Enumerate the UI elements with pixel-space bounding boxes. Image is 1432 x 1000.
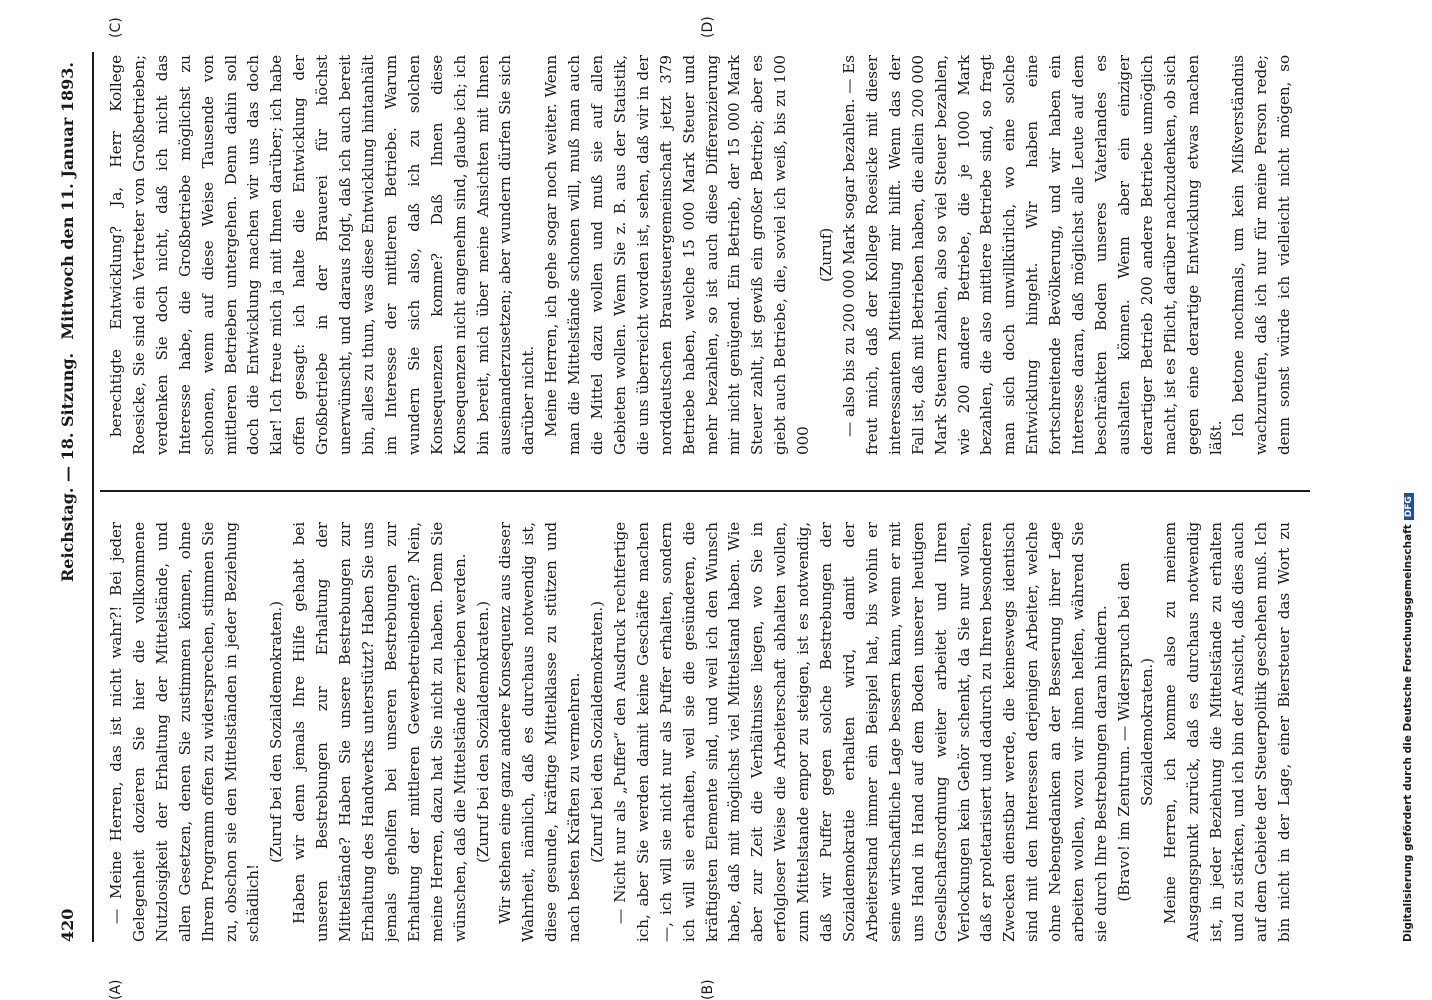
margin-marker-a: (A): [108, 979, 124, 1000]
paragraph: berechtigte Entwicklung? Ja, Herr Kollege Roesicke, Sie sind ein Vertreter von Großbetrieben; verdenken Sie doch nicht, daß ich nicht das Interesse habe, die Großbetriebe möglichst zu schonen, wenn auf diese Weise Tausende von mittleren Betrieben untergehen. Denn dahin soll doch die Entwicklung machen wir uns das doch klar! Ich freue mich ja mit Ihnen darüber; ich habe offen gesagt: ich halte die Entwicklung der Großbetriebe in der Brauerei für höchst unerwünscht, und daraus folgt, daß ich auch bereit bin, alles zu thun, was diese Entwicklung hintanhält im Interesse der mittleren Betriebe. Warum wundern Sie sich also, daß ich zu solchen Konsequenzen komme? Daß Ihnen diese Konsequenzen nicht angenehm sind, glaube ich; ich bin bereit, mich über meine Ansichten mit Ihnen auseinanderzusetzen; aber wundern dürfen Sie sich darüber nicht.: [107, 55, 538, 455]
paragraph: — Nicht nur als „Puffer“ den Ausdruck rechtfertige ich, aber Sie werden damit keine Geschäfte machen —, ich will sie nicht nur als Puffer erhalten, sondern ich will sie erhalten, weil sie die gesünderen, die kräftigsten Elemente sind, und weil ich den Wunsch habe, daß mit möglichst viel Mittelstand haben. Wie aber zur Zeit die Verhältnisse liegen, wo Sie in erfolgloser Weise die Arbeiterschaft abhalten wollen, zum Mittelstande empor zu steigen, ist es notwendig, daß wir Puffer gegen solche Bestrebungen der Sozialdemokratie erhalten wird, damit der Arbeiterstand immer ein Beispiel hat, bis wohin er seine wirtschaftliche Lage bessern kann, wenn er mit uns Hand in Hand auf dem Boden unserer heutigen Gesellschaftsordnung weiter arbeitet und Ihren Verlockungen kein Gehör schenkt, da Sie nur wollen, daß er proletarisiert und dadurch zu Ihren besonderen Zwecken dienstbar werde, die keineswegs identisch sind mit den Interessen derjenigen Arbeiter, welche ohne Nebengedanken an der Besserung ihrer Lage arbeiten wollen, wozu wir ihnen helfen, während Sie sie durch Ihre Bestrebungen daran hindern.: [610, 522, 1110, 942]
interjection: (Zuruf): [817, 227, 836, 283]
column-divider: [100, 490, 1310, 492]
header-title: Reichstag. — 18. Sitzung.: [58, 352, 77, 582]
paragraph: — Meine Herren, das ist nicht wahr?! Bei jeder Gelegenheit dozieren Sie hier die vollkommene Nutzlosigkeit der Erhaltung der Mittelstände, und allen Gesetzen, denen Sie zustimmen können, ohne Ihrem Programm offen zu widersprechen, stimmen Sie zu, obschon sie den Mittelständen in jeder Beziehung schädlich!: [107, 522, 263, 942]
text-column-right: [105, 55, 1300, 455]
page-number: 420: [58, 908, 77, 942]
paragraph: Meine Herren, ich gehe sogar noch weiter. Wenn man die Mittelstände schonen will, muß man auch die Mittel dazu wollen und muß sie auf allen Gebieten wollen. Wenn Sie z. B. aus der Statistik, die uns überreicht worden ist, sehen, daß wir in der norddeutschen Brausteuergemeinschaft jetzt 379 Betriebe haben, welche 15 000 Mark Steuer und mehr bezahlen, so ist auch diese Differenzierung mir nicht genügend. Ein Betrieb, der 15 000 Mark Steuer zahlt, ist gewiß ein großer Betrieb; aber es giebt auch Betriebe, die, soviel ich weiß, bis zu 100 000: [542, 55, 813, 455]
paragraph: Haben wir denn jemals Ihre Hilfe gehabt bei unseren Bestrebungen zur Erhaltung der Mittelstände? Haben Sie unsere Bestrebungen zur Erhaltung des Handwerks unterstützt? Haben Sie uns jemals geholfen bei unseren Bestrebungen zur Erhaltung der mittleren Gewerbetreibenden? Nein, meine Herren, dazu hat Sie nicht zu haben. Denn Sie wünschen, daß die Mittelstände zerrieben werden.: [290, 522, 469, 942]
text-column-left: [105, 522, 1300, 942]
interjection: (Zuruf bei den Sozialdemokraten.): [588, 601, 607, 863]
header-rule: [92, 52, 94, 942]
margin-marker-d: (D): [700, 16, 716, 38]
margin-marker-b: (B): [700, 979, 716, 1000]
paragraph: Meine Herren, ich komme also zu meinem Ausgangspunkt zurück, daß es durchaus notwendig ist, in jeder Beziehung die Mittelstände zu erhalten und zu stärken, und ich bin der Ansicht, daß dies auch auf dem Gebiete der Steuerpolitik geschehen muß. Ich bin nicht in der Lage, einer Biersteuer das Wort zu: [1160, 522, 1294, 942]
interjection: (Zuruf bei den Sozialdemokraten.): [267, 601, 286, 863]
paragraph: Wir stehen eine ganz andere Konsequenz aus dieser Wahrheit, nämlich, daß es durchaus notwendig ist, diese gesunde, kräftige Mittelklasse zu stützen und nach besten Kräften zu vermehren.: [496, 522, 584, 942]
header-date: Mittwoch den 11. Januar 1893.: [58, 62, 77, 340]
margin-marker-c: (C): [108, 17, 124, 38]
footer-text: Digitalisierung gefördert durch die Deutsche Forschungsgemeinschaft: [1402, 524, 1414, 942]
paragraph: — also bis zu 200 000 Mark sogar bezahlen. — Es freut mich, daß der Kollege Roesicke mit dieser interessanten Mitteilung mir hilft. Wenn das der Fall ist, daß mit Betrieben haben, die allein 200 000 Mark Steuern zahlen, also so viel Steuer bezahlen, wie 200 andere Betriebe, die je 1000 Mark bezahlen, die also mittlere Betriebe sind, so fragt man sich doch unwillkürlich, wo eine solche Entwicklung hingeht. Wir haben eine fortschreitende Bevölkerung, und wir haben ein Interesse daran, daß möglichst alle Leute auf dem beschränkten Boden unseres Vaterlandes es aushalten können. Wenn aber ein einziger derartiger Betrieb 200 andere Betriebe unmöglich macht, ist es Pflicht, darüber nachzudenken, ob sich gegen eine derartige Entwicklung etwas machen läßt.: [840, 55, 1225, 455]
interjection: (Bravo! im Zentrum. — Widerspruch bei den Sozialdemokraten.): [1114, 562, 1156, 902]
paragraph: Ich betone nochmals, um kein Mißverständnis wachzurufen, daß ich nur für meine Person rede; denn sonst würde ich vielleicht nicht mögen, so: [1229, 55, 1294, 455]
dfg-logo: DFG: [1404, 493, 1414, 520]
interjection: (Zuruf bei den Sozialdemokraten.): [473, 601, 492, 863]
page-header: [58, 62, 88, 942]
footer-credit: [1402, 42, 1414, 942]
